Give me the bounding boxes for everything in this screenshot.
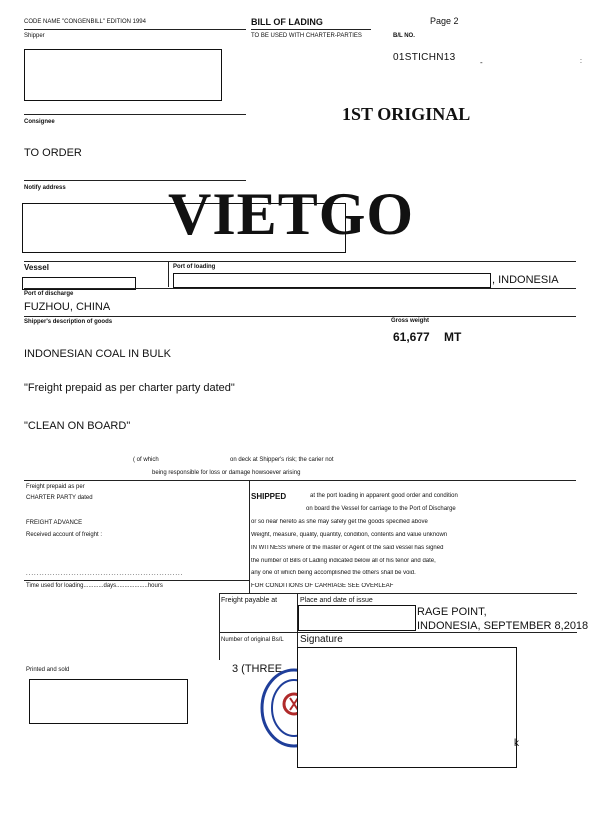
deck-note-part2: on deck at Shipper's risk; the carier not (230, 457, 334, 463)
signature-redacted-box (297, 647, 517, 768)
freight-section-top (24, 480, 576, 481)
gross-weight-value: 61,677 (393, 330, 430, 344)
signature-fragment: k (514, 738, 519, 749)
doc-title: BILL OF LADING (251, 17, 323, 27)
charter-note: TO BE USED WITH CHARTER-PARTIES (251, 33, 362, 39)
mark-dot: : (580, 58, 582, 65)
goods-line-2: "Freight prepaid as per charter party dated" (24, 382, 235, 394)
signature-divider (219, 632, 577, 633)
num-originals-value: 3 (THREE (232, 663, 283, 675)
printed-sold-label: Printed and sold (26, 667, 70, 673)
issue-section-top (219, 593, 577, 594)
goods-line-1: INDONESIAN COAL IN BULK (24, 348, 171, 360)
shipped-line-2: on board the Vessel for carriage to the Port of Discharge (306, 506, 456, 512)
deck-note-part1: ( of which (133, 457, 159, 463)
freight-dotted-line: ........................................................... (26, 571, 184, 577)
shipped-line-7: any one of which being accomplished the others shall be void. (251, 570, 416, 576)
vessel-divider (24, 261, 576, 262)
gross-weight-label: Gross weight (391, 318, 430, 324)
goods-description-label: Shipper's description of goods (24, 319, 113, 325)
shipped-line-6: the number of Bills of Lading indicated below all of his tenor and date, (251, 558, 436, 564)
shipper-label: Shipper (24, 33, 45, 39)
printer-redacted-box (29, 679, 188, 724)
issue-left-edge (219, 593, 220, 660)
freight-shipped-separator (249, 480, 250, 593)
freight-line-2: CHARTER PARTY dated (26, 495, 93, 501)
mark-dash: - (480, 58, 483, 67)
vessel-label: Vessel (24, 263, 49, 272)
goods-line-3: "CLEAN ON BOARD" (24, 420, 131, 432)
signature-label: Signature (300, 634, 343, 645)
port-loading-label: Port of loading (173, 264, 216, 270)
header-divider (24, 29, 246, 30)
place-date-label: Place and date of issue (300, 597, 373, 604)
time-used-label: Time used for loading............days...................hours (26, 583, 163, 589)
issue-line-2: INDONESIA, SEPTEMBER 8,2018 (417, 620, 589, 632)
bl-no-label: B/L NO. (393, 33, 415, 39)
port-discharge-value: FUZHOU, CHINA (24, 301, 111, 313)
original-mark: 1ST ORIGINAL (342, 104, 471, 124)
freight-line-3: FREIGHT ADVANCE (26, 520, 83, 526)
number-original-label: Number of original Bs/L (221, 637, 284, 643)
shipper-redacted-box (24, 49, 222, 101)
vessel-port-separator (168, 261, 169, 287)
bl-no-value: 01STICHN13 (393, 52, 456, 63)
goods-divider (24, 316, 576, 317)
title-underline (251, 29, 371, 30)
freight-line-1: Freight prepaid as per (26, 484, 85, 490)
shipped-line-5: IN WITNESS where of the master or Agent of the said vessel has signed (251, 545, 444, 551)
consignee-value: TO ORDER (24, 147, 82, 159)
shipped-line-1: at the port loading in apparent good order and condition (310, 493, 458, 499)
port-loading-redacted-box (173, 273, 491, 288)
consignee-label: Consignee (24, 119, 55, 125)
shipped-heading: SHIPPED (251, 492, 287, 501)
freight-payable-label: Freight payable at (221, 597, 278, 604)
issue-place-redacted-box (298, 605, 416, 631)
time-used-divider (24, 580, 249, 581)
port-discharge-label: Port of discharge (24, 291, 74, 297)
shipped-line-4: Weight, measure, quality, quantity, condition, contents and value unknown (251, 532, 448, 538)
code-name: CODE NAME "CONGENBILL" EDITION 1994 (24, 19, 146, 25)
issue-line-1: RAGE POINT, (417, 606, 487, 618)
gross-weight-unit: MT (444, 330, 462, 344)
notify-label: Notify address (24, 185, 66, 191)
freight-line-4: Received account of freight : (26, 532, 103, 538)
deck-note-line2: being responsible for loss or damage howsoever arising (152, 470, 301, 476)
consignee-divider (24, 114, 246, 115)
shipped-line-8: FOR CONDITIONS OF CARRIAGE SEE OVERLEAF (251, 583, 394, 589)
page-number: Page 2 (430, 16, 459, 26)
shipped-line-3: or so near hereto as she may safely get the goods specified above (251, 519, 428, 525)
port-loading-country: , INDONESIA (492, 274, 559, 286)
vietgo-watermark: VIETGO (168, 181, 415, 247)
discharge-divider (24, 288, 576, 289)
